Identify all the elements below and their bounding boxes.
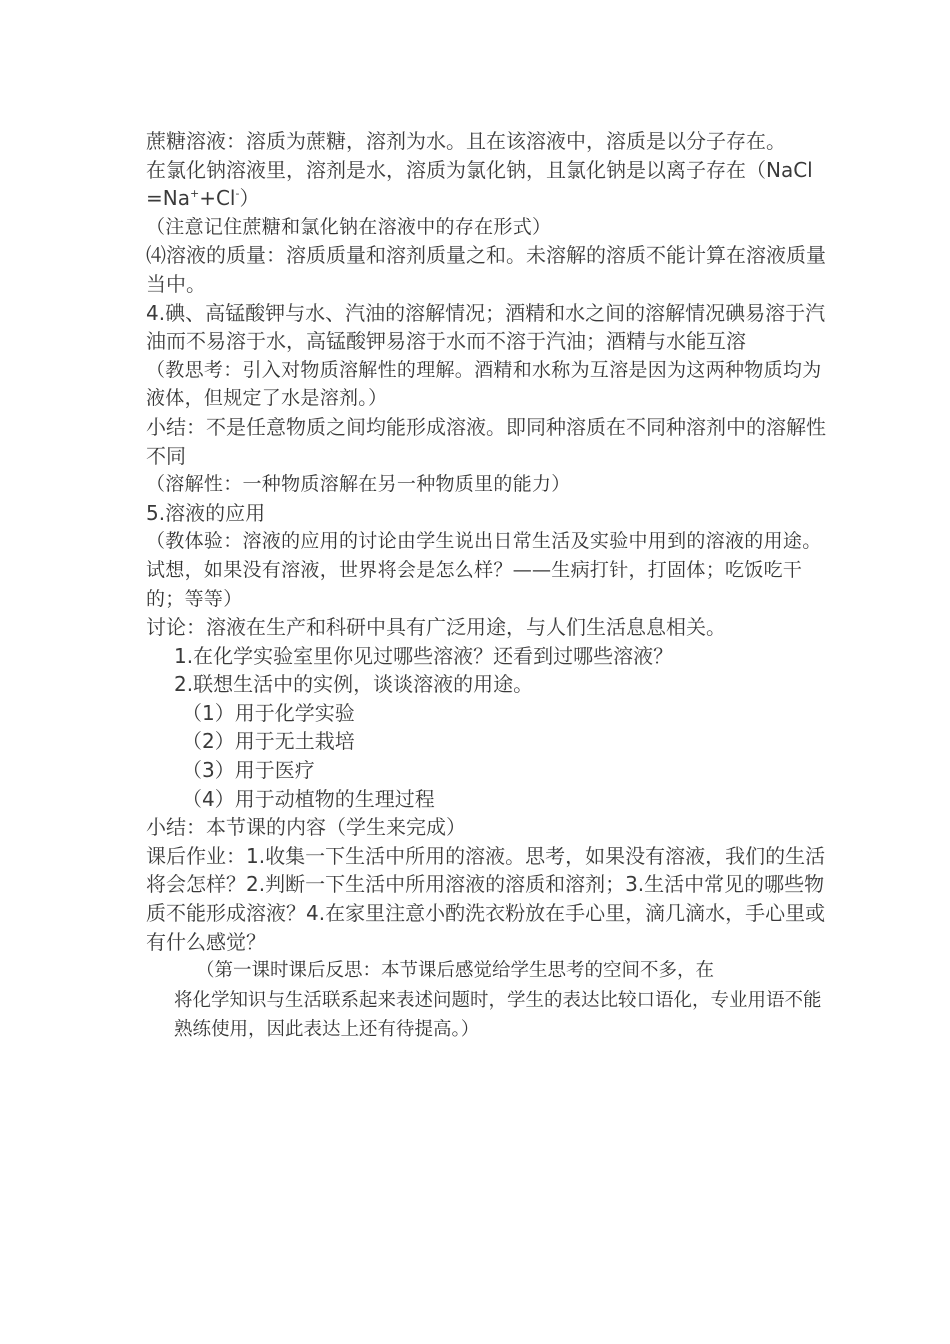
document-body — [146, 127, 826, 1045]
heading-solution-applications: 5.溶液的应用 — [146, 500, 266, 525]
list-item-soilless-cultivation: （2）用于无土栽培 — [182, 729, 355, 754]
paragraph-homework: 课后作业：1.收集一下生活中所用的溶液。思考，如果没有溶液，我们的生活将会怎样？2.判断一下生活中所用溶液的溶质和溶剂；3.生活中常见的哪些物质不能形成溶液？4.在家里注意小酌洗衣粉放在手心里，滴几滴水，手心里或有什么感觉？ — [146, 843, 826, 954]
list-item-physiology: （4）用于动植物的生理过程 — [182, 786, 435, 811]
paragraph-lesson-summary: 小结：本节课的内容（学生来完成） — [146, 815, 466, 840]
paragraph-discussion: 讨论：溶液在生产和科研中具有广泛用途，与人们生活息息相关。 — [146, 615, 726, 640]
na-charge: + — [189, 186, 200, 200]
paragraph-iodine-dissolving: 4.碘、高锰酸钾与水、汽油的溶解情况；酒精和水之间的溶解情况碘易溶于汽油而不易溶于水，高锰酸钾易溶于水而不溶于汽油；酒精与水能互溶 — [146, 300, 826, 354]
list-item-medical: （3）用于医疗 — [182, 758, 315, 783]
note-teacher-thinking: （教思考：引入对物质溶解性的理解。酒精和水称为互溶是因为这两种物质均为液体，但规定了水是溶剂。） — [146, 358, 822, 410]
paragraph-sucrose-solution: 蔗糖溶液：溶质为蔗糖，溶剂为水。且在该溶液中，溶质是以分子存在。 — [146, 129, 786, 153]
question-life-uses: 2.联想生活中的实例，谈谈溶液的用途。 — [174, 672, 534, 697]
paragraph-sodium-chloride-solution — [146, 156, 826, 213]
list-item-chemistry-experiment: （1）用于化学实验 — [182, 700, 355, 725]
reflection-block — [146, 956, 834, 1045]
note-teacher-experience: （教体验：溶液的应用的讨论由学生说出日常生活及实验中用到的溶液的用途。试想，如果没有溶液，世界将会是怎么样？——生病打针，打固体；吃饭吃干的；等等） — [146, 530, 822, 610]
paragraph-summary-solubility: 小结：不是任意物质之间均能形成溶液。即同种溶质在不同种溶剂中的溶解性不同 — [146, 414, 826, 468]
nacl-close: ） — [239, 186, 260, 211]
reflection-first-line: （第一课时课后反思：本节课后感觉给学生思考的空间不多，在 — [196, 960, 715, 982]
nacl-text: 在氯化钠溶液里，溶剂是水，溶质为氯化钠，且氯化钠是以离子存在（NaCl=Na — [146, 157, 813, 211]
paragraph-solution-mass: ⑷溶液的质量：溶质质量和溶剂质量之和。未溶解的溶质不能计算在溶液质量当中。 — [146, 243, 826, 296]
note-existence-forms: （注意记住蔗糖和氯化钠在溶液中的存在形式） — [146, 215, 552, 238]
cl-text: +Cl — [199, 186, 236, 211]
question-lab-solutions: 1.在化学实验室里你见过哪些溶液？还看到过哪些溶液？ — [174, 643, 674, 668]
reflection-rest: 将化学知识与生活联系起来表述问题时，学生的表达比较口语化，专业用语不能熟练使用，因此表达上还有待提高。） — [174, 989, 822, 1041]
note-solubility-definition: （溶解性：一种物质溶解在另一种物质里的能力） — [146, 473, 571, 496]
cl-charge: - — [235, 186, 240, 200]
